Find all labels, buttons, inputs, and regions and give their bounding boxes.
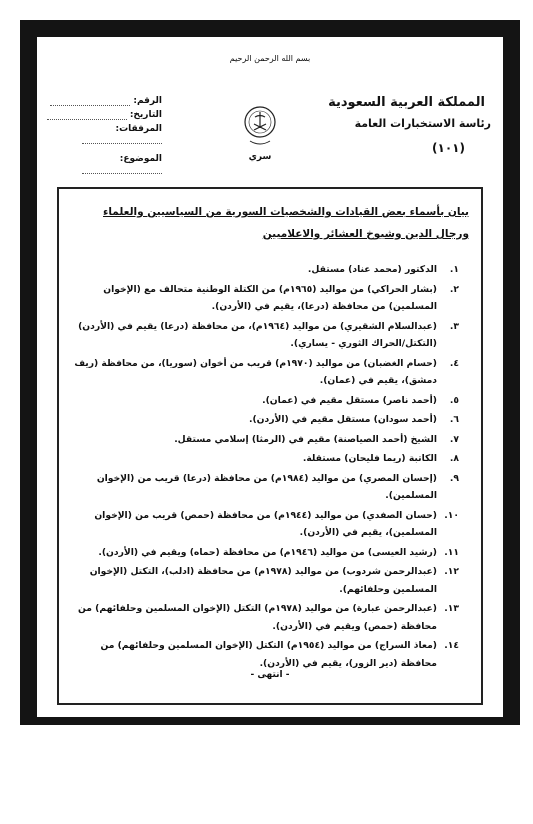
closing-mark: - انتهى -: [250, 670, 290, 680]
statement-title-text: بيان بأسماء بعض القيادات والشخصيات السورية من السياسيين والعلماء ورجال الدين وشيوخ العشائر والاعلاميين: [103, 206, 469, 240]
statement-frame: [57, 187, 483, 705]
item-text: (بشار الحراكي) من مواليد (١٩٦٥م) من الكتلة الوطنية متحالف مع (الإخوان المسلمين) من محافظة (درعا)، يقيم في (الأردن).: [103, 283, 437, 312]
item-number: ٦.: [449, 414, 459, 425]
item-text: (حسام الغضبان) من مواليد (١٩٧٠م) قريب من أخوان (سوريا)، من محافظة (ريف دمشق)، يقيم في (عمان).: [74, 357, 437, 386]
list-item: [64, 470, 459, 505]
item-text: (أحمد ناصر) مستقل مقيم في (عمان).: [262, 394, 437, 406]
emblem-icon: [243, 103, 277, 153]
list-item: [64, 411, 459, 429]
document-number: (١٠١): [432, 141, 465, 155]
item-number: ١٤.: [444, 640, 459, 651]
list-item: [64, 563, 459, 598]
letterhead-page: [37, 37, 503, 717]
item-text: (عبدالرحمن عبارة) من مواليد (١٩٧٨م) التكتل (الإخوان المسلمين وحلفائهم) من محافظة (حمص) ويقيم في (الأردن).: [78, 603, 437, 632]
item-number: ٩.: [449, 472, 459, 484]
names-list: [64, 261, 459, 674]
number-field: الرقم:: [37, 96, 162, 106]
item-number: ٤.: [449, 357, 459, 369]
item-text: الشيخ (أحمد الصياصنة) مقيم في (الرمثا) إسلامي مستقل.: [174, 433, 437, 445]
list-item: [64, 355, 459, 390]
number-label: الرقم: [136, 96, 162, 106]
list-item: [64, 392, 459, 410]
item-text: الكاتبة (ريما فليحان) مستقلة.: [302, 453, 437, 464]
agency-name: رئاسة الاستخبارات العامة: [354, 117, 491, 130]
classification-stamp: سري: [248, 152, 272, 162]
country-name: المملكة العربية السعودية: [328, 95, 485, 110]
list-item: [64, 544, 459, 562]
number-line: [50, 105, 130, 106]
subject-line: [82, 173, 162, 174]
list-item: [64, 318, 459, 353]
date-line: [47, 119, 127, 120]
item-number: ١.: [449, 264, 459, 275]
item-number: ١١.: [444, 546, 459, 558]
item-text: (عبدالرحمن شردوب) من مواليد (١٩٧٨م) من محافظة (ادلب)، التكتل (الإخوان المسلمين وحلفائهم).: [89, 566, 437, 595]
item-number: ١٠.: [444, 509, 459, 521]
item-text: (عبدالسلام الشقيري) من مواليد (١٩٦٤م)، من محافظة (درعا) يقيم في (الأردن) (التكتل/الحراك الثوري - يساري).: [78, 320, 437, 349]
item-text: (أحمد سودان) مستقل مقيم في (الأردن).: [248, 414, 437, 425]
item-text: (حسان الصفدي) من مواليد (١٩٤٤م) من محافظة (حمص) قريب من (الإخوان المسلمين)، يقيم في (الأردن).: [94, 509, 437, 538]
list-item: [64, 637, 459, 672]
list-item: [64, 431, 459, 449]
item-text: الدكتور (محمد عناد) مستقل.: [307, 264, 437, 275]
item-number: ٧.: [449, 433, 459, 445]
list-item: [64, 507, 459, 542]
statement-title: [69, 201, 469, 245]
item-text: (إحسان المصري) من مواليد (١٩٨٤م) من محافظة (درعا) قريب من (الإخوان المسلمين).: [96, 472, 437, 501]
attachments-line: [82, 143, 162, 144]
date-label: التاريخ: [133, 110, 162, 120]
list-item: [64, 450, 459, 468]
item-number: ٢.: [449, 283, 459, 295]
basmala: بسم الله الرحمن الرحيم: [229, 54, 311, 63]
item-number: ١٣.: [444, 603, 459, 614]
item-text: (معاذ السراج) من مواليد (١٩٥٤م) التكتل (الإخوان المسلمين وحلفائهم) من محافظة (دير الزور)، يقيم في (الأردن).: [100, 640, 437, 669]
item-text: (رشيد العيسى) من مواليد (١٩٤٦م) من محافظة (حماه) ويقيم في (الأردن).: [98, 546, 437, 558]
list-item: [64, 261, 459, 279]
item-number: ٨.: [449, 453, 459, 464]
item-number: ٣.: [449, 320, 459, 332]
item-number: ١٢.: [444, 566, 459, 577]
subject-field: الموضوع:: [37, 154, 162, 174]
list-item: [64, 600, 459, 635]
attachments-label: المرفقات: [119, 124, 162, 134]
item-number: ٥.: [449, 394, 459, 406]
list-item: [64, 281, 459, 316]
subject-label: الموضوع: [123, 154, 162, 164]
date-field: التاريخ:: [37, 110, 162, 120]
attachments-field: المرفقات:: [37, 124, 162, 144]
